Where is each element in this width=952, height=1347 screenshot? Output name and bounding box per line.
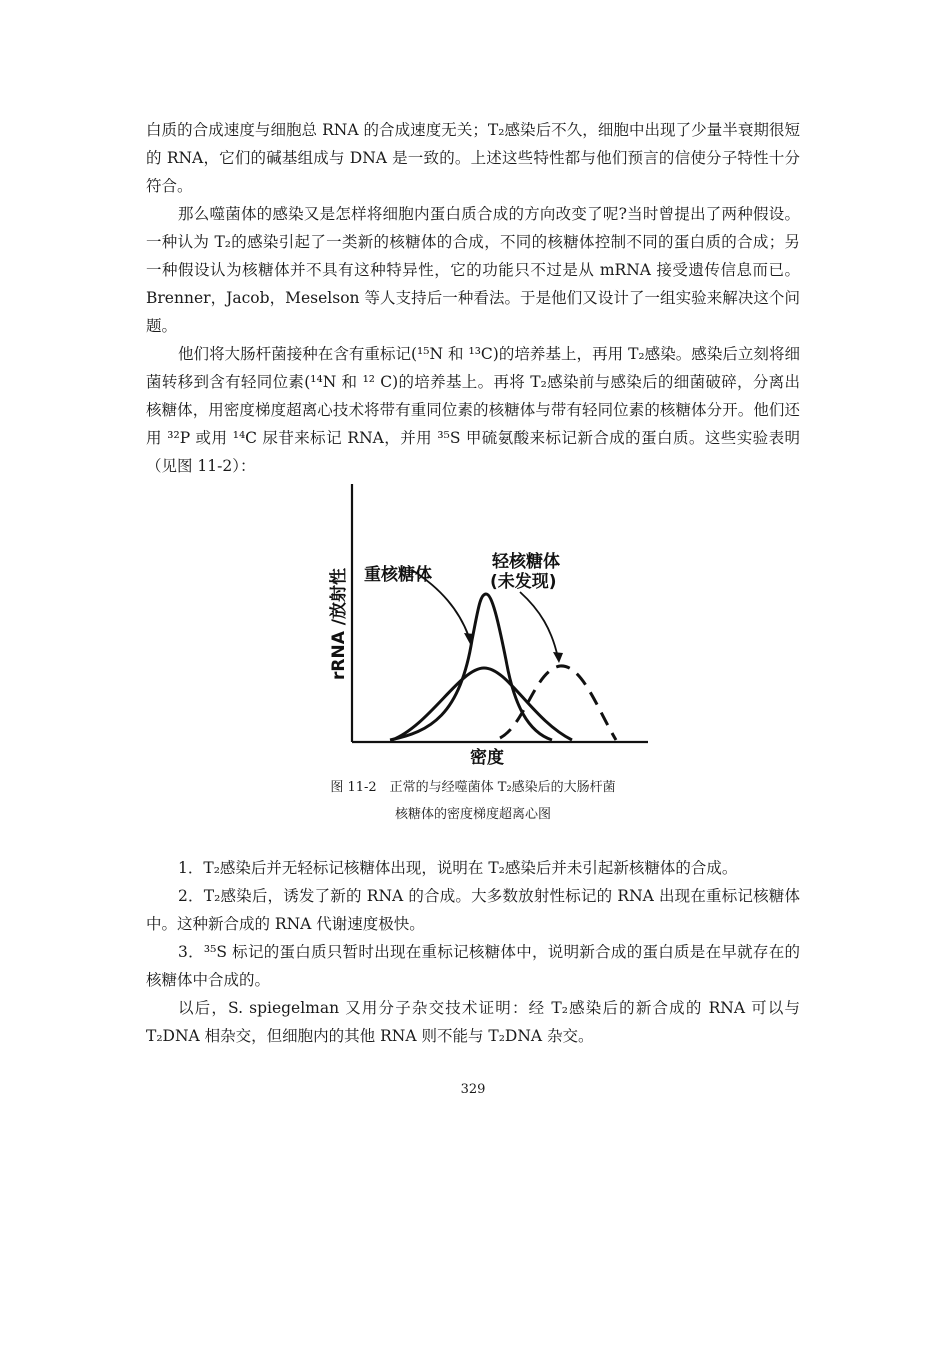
caption-line-1: 图 11-2 正常的与经噬菌体 T₂感染后的大肠杆菌 (330, 780, 616, 795)
label-light-ribosome: 轻核糖体 (492, 552, 560, 572)
body-text-bottom (146, 854, 800, 1050)
label-heavy-ribosome: 重核糖体 (364, 565, 432, 585)
caption-line-2: 核糖体的密度梯度超离心图 (394, 807, 551, 822)
label-light-not-found: (未发现) (490, 572, 557, 592)
body-text-top (146, 116, 800, 480)
x-axis-label: 密度 (470, 748, 504, 768)
finding-1: 1．T₂感染后并无轻标记核糖体出现，说明在 T₂感染后并未引起新核糖体的合成。 (178, 859, 738, 877)
heavy-peak-tall (390, 594, 552, 740)
arrow-light-head (553, 652, 563, 663)
finding-3: 3．³⁵S 标记的蛋白质只暂时出现在重标记核糖体中，说明新合成的蛋白质是在早就存在的核糖体中合成的。 (146, 943, 800, 989)
heavy-peak-broad (392, 668, 572, 740)
paragraph-2: 那么噬菌体的感染又是怎样将细胞内蛋白质合成的方向改变了呢?当时曾提出了两种假设。一种认为 T₂的感染引起了一类新的核糖体的合成，不同的核糖体控制不同的蛋白质的合成；另一种假设认为核糖体并不具有这种特异性，它的功能只不过是从 mRNA 接受遗传信息而已。Brenner，Jacob，Meselson 等人支持后一种看法。于是他们又设计了一组实验来解决这个问题。 (146, 205, 800, 335)
y-axis-label: rRNA /放射性 (329, 568, 349, 680)
page-number: 329 (460, 1082, 486, 1097)
arrow-light (520, 592, 558, 658)
paragraph-spiegelman: 以后，S. spiegelman 又用分子杂交技术证明：经 T₂感染后的新合成的 RNA 可以与 T₂DNA 相杂交，但细胞内的其他 RNA 则不能与 T₂DNA 杂交。 (146, 999, 800, 1045)
figure-11-2 (320, 470, 660, 770)
paragraph-3: 他们将大肠杆菌接种在含有重标记(¹⁵N 和 ¹³C)的培养基上，再用 T₂感染。感染后立刻将细菌转移到含有轻同位素(¹⁴N 和 ¹² C)的培养基上。再将 T₂感染前与感染后的细菌破碎，分离出核糖体，用密度梯度超离心技术将带有重同位素的核糖体与带有轻同位素的核糖体分开。他们还用 ³²P 或用 ¹⁴C 尿苷来标记 RNA，并用 ³⁵S 甲硫氨酸来标记新合成的蛋白质。这些实验表明（见图 11-2）： (146, 345, 800, 475)
paragraph-1: 白质的合成速度与细胞总 RNA 的合成速度无关；T₂感染后不久，细胞中出现了少量半衰期很短的 RNA，它们的碱基组成与 DNA 是一致的。上述这些特性都与他们预言的信使分子特性十分符合。 (146, 121, 800, 195)
figure-caption (146, 774, 800, 828)
finding-2: 2．T₂感染后，诱发了新的 RNA 的合成。大多数放射性标记的 RNA 出现在重标记核糖体中。这种新合成的 RNA 代谢速度极快。 (146, 887, 800, 933)
density-gradient-diagram (320, 470, 660, 770)
